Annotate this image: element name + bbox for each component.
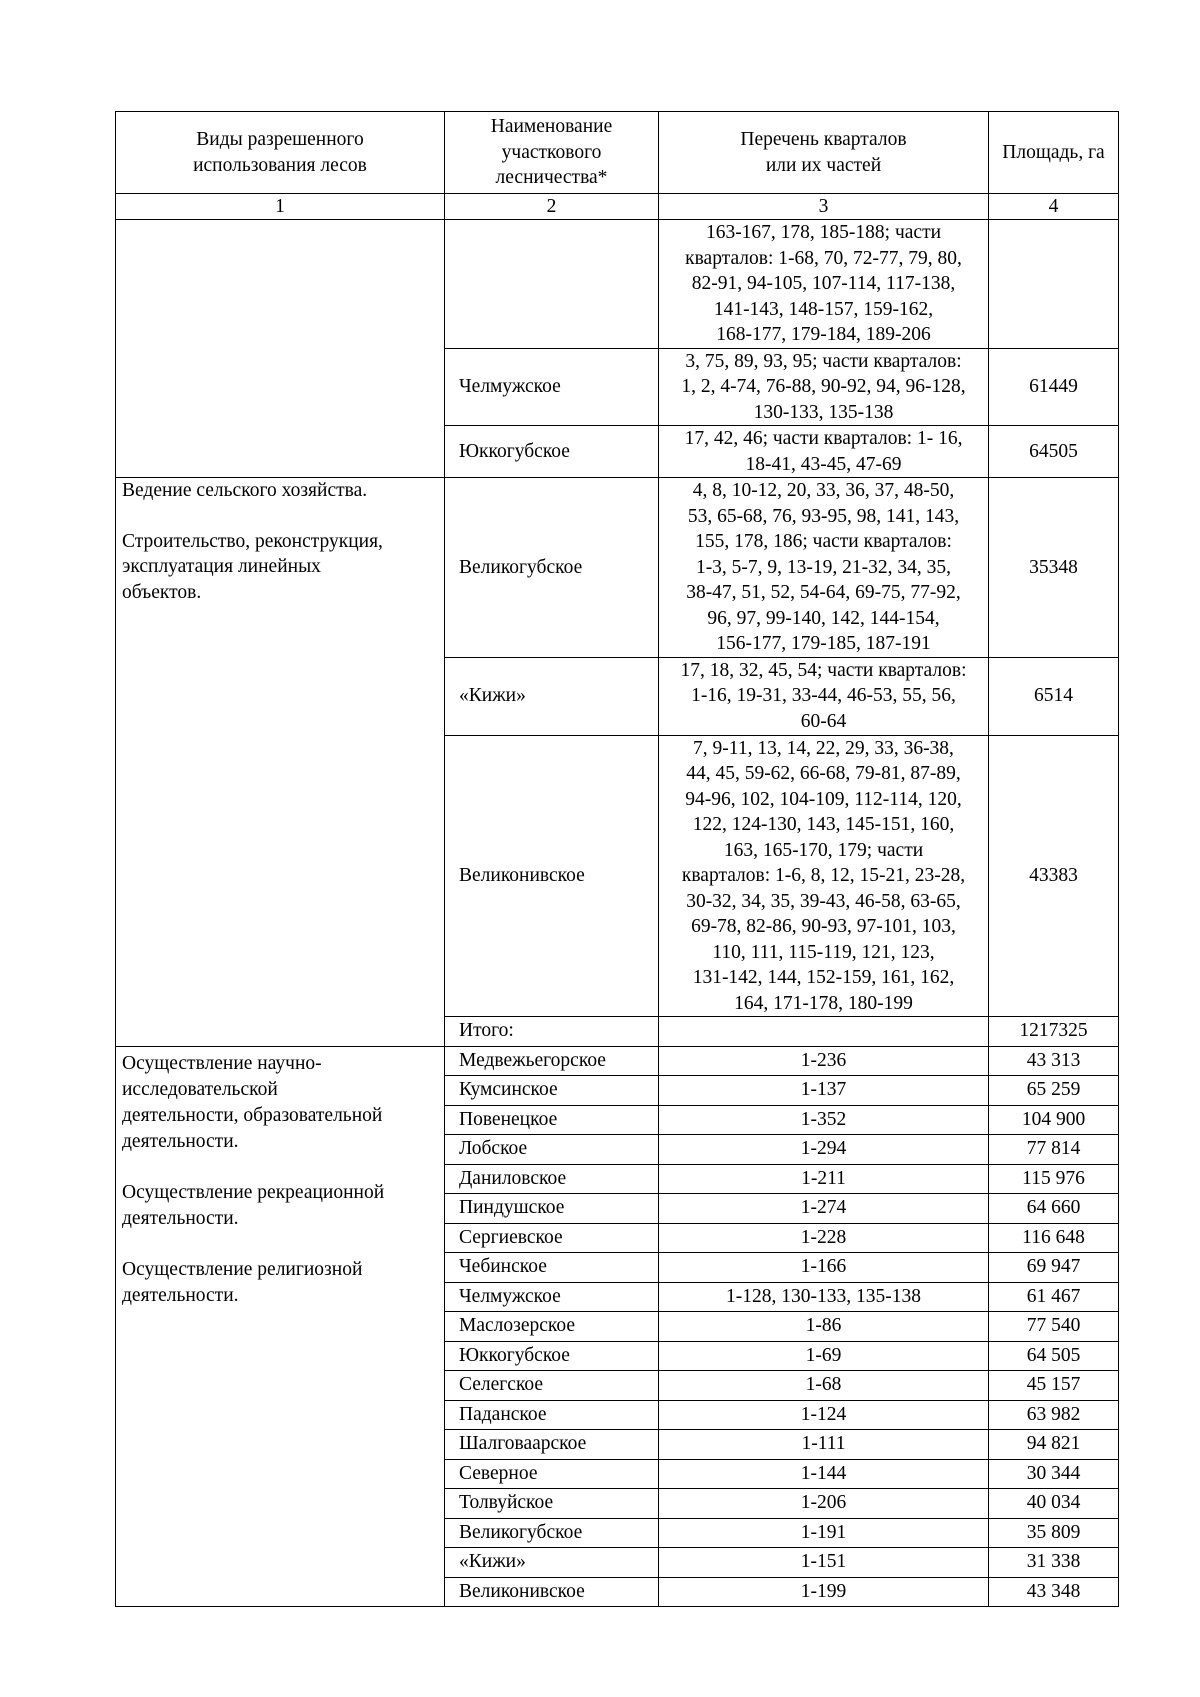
quarters-cell: 1-352 xyxy=(659,1105,989,1135)
forestry-name-cell: Чебинское xyxy=(445,1253,659,1283)
use-type-text: Осуществление рекреационной деятельности. xyxy=(122,1181,385,1229)
area-cell: 64 505 xyxy=(989,1341,1119,1371)
area-cell: 6514 xyxy=(989,657,1119,735)
column-number: 4 xyxy=(989,194,1119,220)
forestry-name-cell: Великогубское xyxy=(445,478,659,658)
area-cell: 94 821 xyxy=(989,1430,1119,1460)
header-quarters: Перечень кварталов или их частей xyxy=(659,112,989,194)
forestry-name-cell: Челмужское xyxy=(445,348,659,426)
area-cell: 61 467 xyxy=(989,1282,1119,1312)
forestry-name-cell: Северное xyxy=(445,1459,659,1489)
use-type-cell xyxy=(116,1046,445,1607)
quarters-cell: 1-199 xyxy=(659,1577,989,1607)
quarters-cell: 1-191 xyxy=(659,1518,989,1548)
area-cell: 64505 xyxy=(989,426,1119,478)
forestry-name-cell: Юккогубское xyxy=(445,1341,659,1371)
quarters-cell: 1-228 xyxy=(659,1223,989,1253)
area-cell: 63 982 xyxy=(989,1400,1119,1430)
forestry-name-cell: «Кижи» xyxy=(445,657,659,735)
header-row xyxy=(116,112,1119,194)
forestry-name-cell: «Кижи» xyxy=(445,1548,659,1578)
header-area: Площадь, га xyxy=(989,112,1119,194)
forestry-name-cell: Великонивское xyxy=(445,735,659,1017)
quarters-cell: 17, 42, 46; части кварталов: 1- 16, 18-41, 43-45, 47-69 xyxy=(659,426,989,478)
forestry-name-cell: Шалговаарское xyxy=(445,1430,659,1460)
quarters-cell: 1-274 xyxy=(659,1194,989,1224)
area-cell: 43 348 xyxy=(989,1577,1119,1607)
table-row xyxy=(116,1046,1119,1076)
area-cell: 77 814 xyxy=(989,1135,1119,1165)
area-cell xyxy=(989,220,1119,349)
forestry-name-cell: Великогубское xyxy=(445,1518,659,1548)
quarters-cell: 1-111 xyxy=(659,1430,989,1460)
area-cell: 43 313 xyxy=(989,1046,1119,1076)
total-label: Итого: xyxy=(445,1017,659,1047)
column-number: 2 xyxy=(445,194,659,220)
header-forestry-name: Наименование участкового лесничества* xyxy=(445,112,659,194)
column-number: 1 xyxy=(116,194,445,220)
forestry-name-cell: Пиндушское xyxy=(445,1194,659,1224)
quarters-cell: 7, 9-11, 13, 14, 22, 29, 33, 36-38, 44, 45, 59-62, 66-68, 79-81, 87-89, 94-96, 102, 104-109, 112-114, 120, 122, 124-130, 143, 145-151, 160, 163, 165-170, 179; части кварталов: 1-6, 8, 12, 15-21, 23-28, 30-32, 34, 35, 39-43, 46-58, 63-65, 69-78, 82-86, 90-93, 97-101, 103, 110, 111, 115-119, 121, 123, 131-142, 144, 152-159, 161, 162, 164, 171-178, 180-199 xyxy=(659,735,989,1017)
forestry-name-cell: Маслозерское xyxy=(445,1312,659,1342)
area-cell: 104 900 xyxy=(989,1105,1119,1135)
total-area: 1217325 xyxy=(989,1017,1119,1047)
forestry-name-cell: Повенецкое xyxy=(445,1105,659,1135)
area-cell: 31 338 xyxy=(989,1548,1119,1578)
quarters-cell: 17, 18, 32, 45, 54; части кварталов: 1-16, 19-31, 33-44, 46-53, 55, 56, 60-64 xyxy=(659,657,989,735)
use-type-text: Строительство, реконструкция, эксплуатация линейных объектов. xyxy=(122,530,383,603)
column-number: 3 xyxy=(659,194,989,220)
quarters-cell: 1-86 xyxy=(659,1312,989,1342)
area-cell: 65 259 xyxy=(989,1076,1119,1106)
forestry-name-cell: Селегское xyxy=(445,1371,659,1401)
quarters-cell: 1-236 xyxy=(659,1046,989,1076)
quarters-cell: 1-124 xyxy=(659,1400,989,1430)
use-type-text: Осуществление религиозной деятельности. xyxy=(122,1258,363,1306)
forestry-name-cell: Челмужское xyxy=(445,1282,659,1312)
forestry-name-cell: Великонивское xyxy=(445,1577,659,1607)
forestry-name-cell: Сергиевское xyxy=(445,1223,659,1253)
forestry-name-cell: Лобское xyxy=(445,1135,659,1165)
table-row xyxy=(116,220,1119,349)
area-cell: 64 660 xyxy=(989,1194,1119,1224)
area-cell: 61449 xyxy=(989,348,1119,426)
quarters-cell: 1-206 xyxy=(659,1489,989,1519)
quarters-cell: 1-144 xyxy=(659,1459,989,1489)
quarters-cell: 1-68 xyxy=(659,1371,989,1401)
forestry-name-cell: Юккогубское xyxy=(445,426,659,478)
table-row xyxy=(116,478,1119,658)
column-number-row xyxy=(116,194,1119,220)
quarters-cell: 3, 75, 89, 93, 95; части кварталов: 1, 2, 4-74, 76-88, 90-92, 94, 96-128, 130-133, 135-138 xyxy=(659,348,989,426)
area-cell: 69 947 xyxy=(989,1253,1119,1283)
area-cell: 115 976 xyxy=(989,1164,1119,1194)
quarters-cell: 163-167, 178, 185-188; части кварталов: 1-68, 70, 72-77, 79, 80, 82-91, 94-105, 107-114, 117-138, 141-143, 148-157, 159-162, 168-177, 179-184, 189-206 xyxy=(659,220,989,349)
area-cell: 35 809 xyxy=(989,1518,1119,1548)
area-cell: 40 034 xyxy=(989,1489,1119,1519)
area-cell: 116 648 xyxy=(989,1223,1119,1253)
quarters-cell xyxy=(659,1017,989,1047)
quarters-cell: 1-294 xyxy=(659,1135,989,1165)
forestry-name-cell: Кумсинское xyxy=(445,1076,659,1106)
quarters-cell: 1-166 xyxy=(659,1253,989,1283)
quarters-cell: 1-211 xyxy=(659,1164,989,1194)
forest-use-table xyxy=(115,111,1119,1607)
forestry-name-cell xyxy=(445,220,659,349)
quarters-cell: 4, 8, 10-12, 20, 33, 36, 37, 48-50, 53, 65-68, 76, 93-95, 98, 141, 143, 155, 178, 186; части кварталов: 1-3, 5-7, 9, 13-19, 21-32, 34, 35, 38-47, 51, 52, 54-64, 69-75, 77-92, 96, 97, 99-140, 142, 144-154, 156-177, 179-185, 187-191 xyxy=(659,478,989,658)
forestry-name-cell: Медвежьегорское xyxy=(445,1046,659,1076)
quarters-cell: 1-128, 130-133, 135-138 xyxy=(659,1282,989,1312)
area-cell: 77 540 xyxy=(989,1312,1119,1342)
quarters-cell: 1-69 xyxy=(659,1341,989,1371)
use-type-text: Ведение сельского хозяйства. xyxy=(122,480,368,501)
use-type-text: Осуществление научно- исследовательской деятельности, образовательной деятельности. xyxy=(122,1052,383,1152)
forestry-name-cell: Даниловское xyxy=(445,1164,659,1194)
quarters-cell: 1-137 xyxy=(659,1076,989,1106)
area-cell: 30 344 xyxy=(989,1459,1119,1489)
area-cell: 45 157 xyxy=(989,1371,1119,1401)
header-use-type: Виды разрешенного использования лесов xyxy=(116,112,445,194)
quarters-cell: 1-151 xyxy=(659,1548,989,1578)
use-type-cell xyxy=(116,478,445,1047)
forestry-name-cell: Толвуйское xyxy=(445,1489,659,1519)
area-cell: 43383 xyxy=(989,735,1119,1017)
forestry-name-cell: Паданское xyxy=(445,1400,659,1430)
use-type-cell-empty xyxy=(116,220,445,478)
area-cell: 35348 xyxy=(989,478,1119,658)
